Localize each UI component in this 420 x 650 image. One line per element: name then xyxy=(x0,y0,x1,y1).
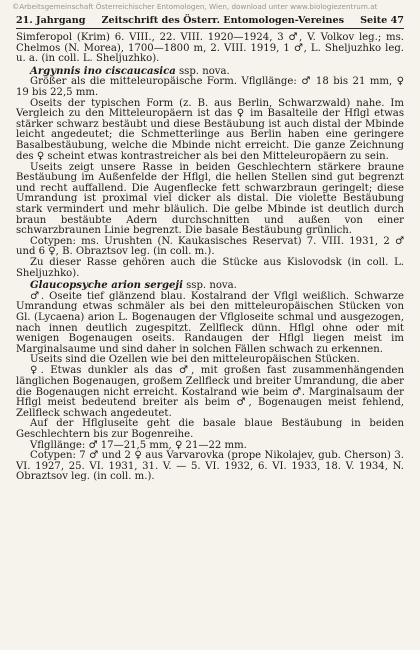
paragraph-kislovodsk: Zu dieser Rasse gehören auch die Stücke aus Kislovodsk (in coll. L. Sheljuzhko). xyxy=(16,256,404,279)
taxon-status: ssp. nova. xyxy=(175,65,230,77)
paragraph-male: ♂. Oseite tief glänzend blau. Kostalrand der Vflgl weißlich. Schwarze Umrandung etwas schmäler als bei den mitteleuropäischen Stücken von Gl. (Lycaena) arion L. Bogenaugen der Vflgloseite schmal und ausgezogen, nach innen deutlich zugespitzt. Zellfleck dünn. Hflgl ohne oder mit wenigen Bogenaugen oseits. Randaugen der Hflgl liegen meist im Marginalsaume und sind daher in solchen Fällen schwach zu erkennen. xyxy=(16,290,404,355)
paragraph-locality-continuation: Simferopol (Krim) 6. VIII., 22. VIII. 1920—1924, 3 ♂, V. Volkov leg.; ms. Chelmos (N. Morea), 1700—1800 m, 2. VIII. 1919, 1 ♂, L. Sheljuzhko leg. u. a. (in coll. L. Sheljuzhko). xyxy=(16,32,404,65)
copyright-watermark: ©Arbeitsgemeinschaft Österreichischer Entomologen, Wien, download unter www.biologiezentrum.at xyxy=(12,2,378,11)
paragraph-size: Größer als die mitteleuropäische Form. Vflgllänge: ♂ 18 bis 21 mm, ♀ 19 bis 22,5 mm. xyxy=(16,76,404,98)
paragraph-underside-ocelli: Useits sind die Ozellen wie bei den mitteleuropäischen Stücken. xyxy=(30,354,360,366)
taxon-status: ssp. nova. xyxy=(182,280,237,292)
paragraph-wing-length: Vflgllänge: ♂ 17—21,5 mm, ♀ 21—22 mm. xyxy=(30,439,247,451)
page-number: Seite 47 xyxy=(360,15,404,26)
taxon-name: Argynnis ino ciscaucasica xyxy=(30,65,176,77)
paragraph-upperside: Oseits der typischen Form (z. B. aus Berlin, Schwarzwald) nahe. Im Vergleich zu den Mitteleuropäern ist das ♀ im Basalteile der Hflgl etwas stärker schwarz bestäubt und diese Bestäubung ist auch distal der Mbinde leicht angedeutet; die Schmetterlinge aus Berlin haben eine geringere Basalbestäubung, welche die Mbinde nicht erreicht. Die ganze Zeichnung des ♀ scheint etwas kontrastreicher als bei den Mitteleuropäern zu sein. xyxy=(16,97,404,162)
running-header xyxy=(16,15,404,29)
paragraph-female: ♀. Etwas dunkler als das ♂, mit großen fast zusammenhängenden länglichen Bogenaugen, großem Zellfleck und breiter Umrandung, die aber die Bogenaugen nicht erreicht. Kostalrand wie beim ♂. Marginalsaum der Hflgl meist bedeutend breiter als beim ♂, Bogenaugen meist fehlend, Zellfleck schwach angedeutet. xyxy=(16,365,404,419)
volume-label: 21. Jahrgang xyxy=(16,15,86,26)
paragraph-hindwing-underside: Auf der Hflgluseite geht die basale blaue Bestäubung in beiden Geschlechtern bis zur Bogenreihe. xyxy=(16,418,404,440)
taxon-name: Glaucopsyche arion sergeji xyxy=(30,280,183,292)
article-body xyxy=(16,33,404,483)
paragraph-cotypes: Cotypen: ms. Urushten (N. Kaukasisches Reservat) 7. VIII. 1931, 2 ♂ und 6 ♀, B. Obraztsov leg. (in coll. m.). xyxy=(16,235,404,258)
journal-title: Zeitschrift des Österr. Entomologen-Vereines xyxy=(101,15,344,26)
paragraph-cotypes-varvarovka: Cotypen: 7 ♂ und 2 ♀ aus Varvarovka (prope Nikolajev, gub. Cherson) 3. VI. 1927, 25. VI. 1931, 31. V. — 5. VI. 1932, 6. VI. 1933, 18. V. 1934, N. Obraztsov leg. (in coll. m.). xyxy=(16,450,404,483)
paragraph-underside: Useits zeigt unsere Rasse in beiden Geschlechtern stärkere braune Bestäubung im Außenfelde der Hflgl, die hellen Stellen sind gut begrenzt und recht auffallend. Die Augenflecke fett schwarzbraun geringelt; diese Umrandung ist proximal viel dicker als distal. Die violette Bestäubung stark vermindert und mehr bläulich. Die gelbe Mbinde ist deutlich durch braun bestäubte Adern durchschnitten und außen von einer schwarzbraunen Linie begrenzt. Die basale Bestäubung grünlich. xyxy=(16,161,404,237)
